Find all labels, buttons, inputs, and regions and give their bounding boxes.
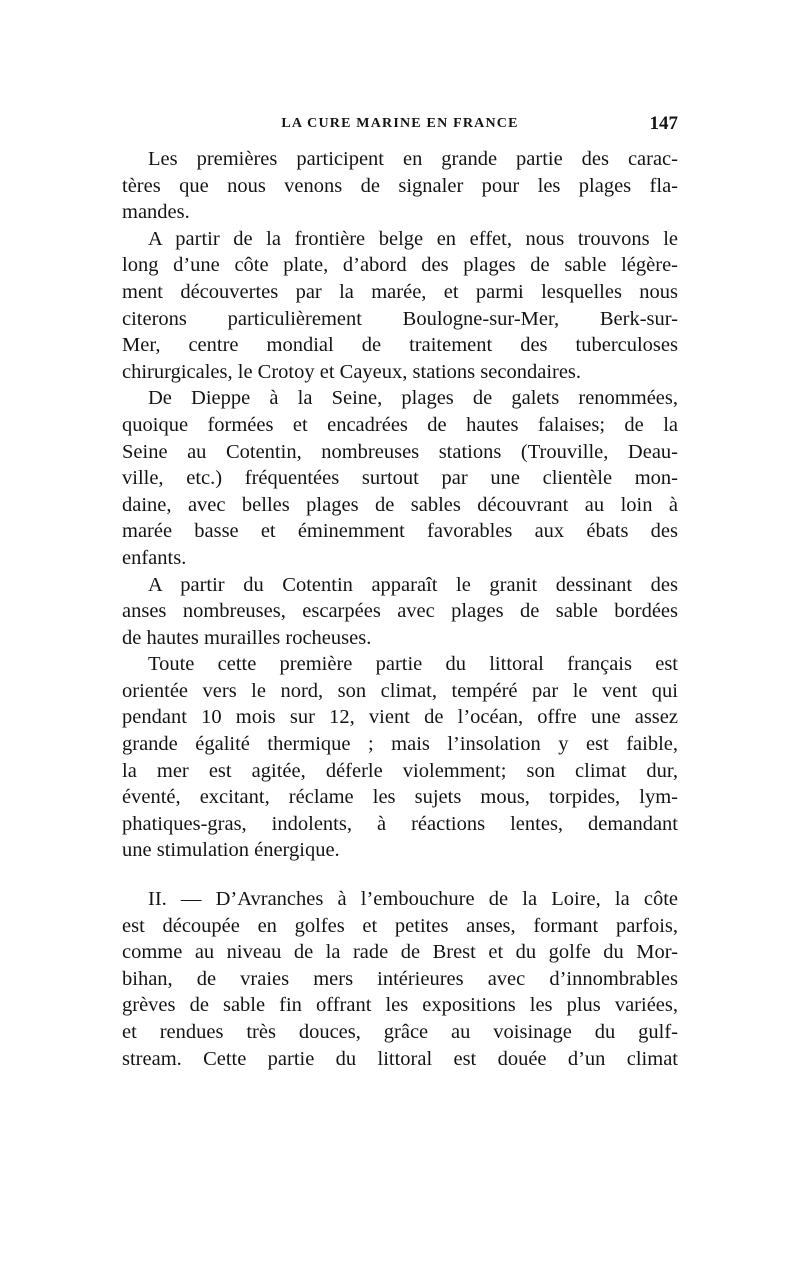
text-line: et rendues très douces, grâce au voisinage du gulf-: [122, 1021, 678, 1043]
text-line: Mer, centre mondial de traitement des tuberculoses: [122, 334, 678, 357]
text-line: pendant 10 mois sur 12, vient de l’océan, offre une assez: [122, 706, 678, 729]
text-line: II. — D’Avranches à l’embouchure de la Loire, la côte: [148, 888, 678, 911]
text-line: Les premières participent en grande partie des carac-: [148, 148, 678, 170]
text-line: quoique formées et encadrées de hautes falaises; de la: [122, 413, 678, 436]
running-title: LA CURE MARINE EN FRANCE: [281, 116, 519, 131]
text-line: ment découvertes par la marée, et parmi lesquelles nous: [122, 280, 678, 303]
text-line: Toute cette première partie du littoral français est: [148, 653, 678, 676]
text-line: anses nombreuses, escarpées avec plages de sable bordées: [122, 600, 678, 623]
text-line: orientée vers le nord, son climat, tempéré par le vent qui: [122, 679, 678, 702]
text-line: comme au niveau de la rade de Brest et du golfe du Mor-: [122, 941, 678, 964]
text-line: stream. Cette partie du littoral est douée d’un climat: [122, 1047, 678, 1070]
text-line: A partir du Cotentin apparaît le granit dessinant des: [148, 573, 678, 596]
text-line: grande égalité thermique ; mais l’insolation y est faible,: [122, 733, 678, 756]
text-line: grèves de sable fin offrant les expositions les plus variées,: [122, 994, 678, 1017]
text-line: une stimulation énergique.: [122, 839, 340, 862]
text-line: A partir de la frontière belge en effet, nous trouvons le: [148, 227, 678, 250]
section-break: [122, 864, 678, 886]
text-line: est découpée en golfes et petites anses, formant parfois,: [122, 914, 678, 937]
text-line: Seine au Cotentin, nombreuses stations (Trouville, Deau-: [122, 440, 678, 463]
text-line: daine, avec belles plages de sables découvrant au loin à: [122, 493, 678, 516]
text-line: tères que nous venons de signaler pour les plages fla-: [122, 174, 678, 197]
text-line: éventé, excitant, réclame les sujets mous, torpides, lym-: [122, 786, 678, 809]
text-line: De Dieppe à la Seine, plages de galets renommées,: [148, 387, 678, 410]
text-line: phatiques-gras, indolents, à réactions lentes, demandant: [122, 812, 678, 835]
text-line: enfants.: [122, 546, 187, 569]
text-line: bihan, de vraies mers intérieures avec d’innombrables: [122, 967, 678, 990]
text-line: la mer est agitée, déferle violemment; son climat dur,: [122, 759, 678, 782]
text-line: ville, etc.) fréquentées surtout par une clientèle mon-: [122, 467, 678, 490]
body-text: [122, 146, 678, 1072]
text-line: de hautes murailles rocheuses.: [122, 626, 372, 649]
text-line: marée basse et éminemment favorables aux ébats des: [122, 520, 678, 543]
text-line: long d’une côte plate, d’abord des plages de sable légère-: [122, 254, 678, 277]
text-line: mandes.: [122, 201, 190, 224]
text-line: citerons particulièrement Boulogne-sur-Mer, Berk-sur-: [122, 307, 678, 330]
running-header: [122, 113, 678, 138]
page-number: 147: [649, 113, 678, 134]
text-line: chirurgicales, le Crotoy et Cayeux, stations secondaires.: [122, 360, 582, 383]
